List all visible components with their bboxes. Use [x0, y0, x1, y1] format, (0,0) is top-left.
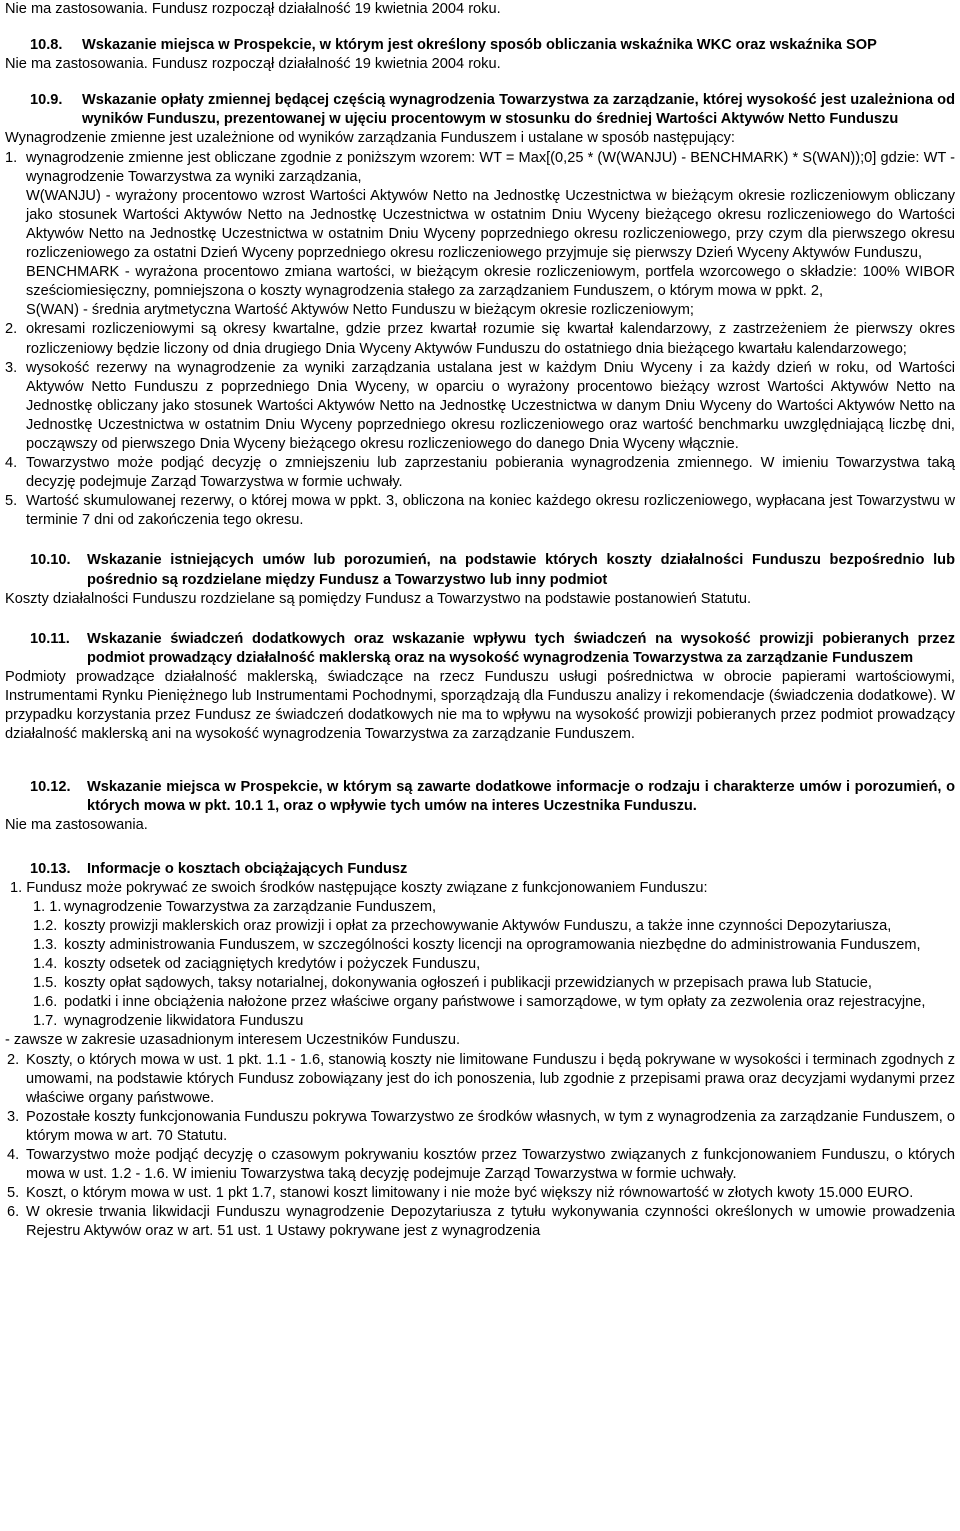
item-number: 3.	[7, 1108, 20, 1125]
section-title: Wskazanie miejsca w Prospekcie, w którym są zawarte dodatkowe informacje o rodzaju i charakterze umów i porozumień, o których mowa w pkt. 10.1 1, oraz o wpływie tych umów na interes Uczestnika Funduszu.	[87, 779, 955, 815]
item-number: 1.4.	[33, 956, 58, 973]
item-text: W okresie trwania likwidacji Funduszu wynagrodzenie Depozytariusza z tytułu wykonywania czynności określonych w umowie prowadzenia Rejestru Aktywów oraz w art. 51 ust. 1 Ustawy pokrywane jest z wynagrodzenia	[26, 1204, 955, 1240]
item-number: 1. 1.	[33, 898, 62, 915]
item-number: 1.3.	[33, 936, 58, 953]
item-text: Towarzystwo może podjąć decyzję o czasowym pokrywaniu kosztów przez Towarzystwo związanych z funkcjonowaniem Funduszu, o których mowa w ust. 1.2 - 1.6. W imieniu Towarzystwa taką decyzję podejmuje Zarząd Towarzystwa w formie uchwały.	[26, 1146, 955, 1183]
section-10-13-heading	[5, 860, 955, 879]
item-text: koszty prowizji maklerskich oraz prowizji i opłat za przechowywanie Aktywów Funduszu, a także inne czynności Depozytariusza,	[64, 917, 892, 934]
item-text: koszty administrowania Funduszem, w szczególności koszty licencji na oprogramowania niezbędne do administrowania Funduszem,	[64, 936, 921, 953]
item-text: W(WANJU) - wyrażony procentowo wzrost Wartości Aktywów Netto na Jednostkę Uczestnictwa w bieżącym okresie rozliczeniowym obliczany jako stosunek Wartości Aktywów Netto na Jednostkę Uczestnictwa w ostatnim Dniu Wyceny bieżącego okresu rozliczeniowego do Wartości Aktywów Netto na Jednostkę Uczestnictwa w ostatnim Dniu Wyceny poprzedniego okresu rozliczeniowego, przy czym dla pierwszego okresu rozliczeniowego za ostatni Dzień Wyceny poprzedniego okresu rozliczeniowego przyjmuje się pierwszy Dzień Wyceny Aktywów Funduszu,	[26, 187, 955, 262]
sub-list-item	[33, 1012, 955, 1031]
section-10-8-body: Nie ma zastosowania. Fundusz rozpoczął działalność 19 kwietnia 2004 roku.	[5, 56, 501, 73]
section-number: 10.10.	[30, 552, 71, 569]
item-text: BENCHMARK - wyrażona procentowo zmiana wartości, w bieżącym okresie rozliczeniowym, portfela wzorcowego o składzie: 100% WIBOR sześciomiesięczny, pomniejszona o koszty wynagrodzenia stałego za zarządzaniem Funduszem, o którym mowa w ppkt. 2,	[26, 264, 955, 300]
item-text: wynagrodzenie likwidatora Funduszu	[64, 1013, 304, 1030]
item-text: S(WAN) - średnia arytmetyczna Wartość Aktywów Netto Funduszu w bieżącym okresie rozliczeniowym;	[26, 302, 694, 319]
section-10-8-heading	[5, 36, 955, 55]
section-title: Informacje o kosztach obciążających Fundusz	[87, 860, 408, 877]
dash-note: - zawsze w zakresie uzasadnionym interesem Uczestników Funduszu.	[5, 1032, 461, 1049]
section-10-10-heading	[5, 551, 955, 589]
item-text: wynagrodzenie Towarzystwa za zarządzanie Funduszem,	[64, 898, 437, 915]
sub-list-item	[33, 936, 955, 955]
item-text: Pozostałe koszty funkcjonowania Funduszu pokrywa Towarzystwo ze środków własnych, w tym z wynagrodzenia za zarządzanie Funduszem, o którym mowa w art. 70 Statutu.	[26, 1108, 955, 1144]
section-title: Wskazanie istniejących umów lub porozumień, na podstawie których koszty działalności Funduszu bezpośrednio lub pośrednio są rozdzielane między Fundusz a Towarzystwo lub inny podmiot	[87, 552, 955, 588]
section-number: 10.8.	[30, 37, 63, 54]
list-item	[5, 1184, 955, 1203]
item-text: Wartość skumulowanej rezerwy, o której mowa w ppkt. 3, obliczona na koniec każdego okresu rozliczeniowego, wypłacana jest Towarzystwu w terminie 7 dni od zakończenia tego okresu.	[26, 493, 955, 529]
sub-list-item	[33, 993, 955, 1012]
item-number: 5.	[5, 493, 18, 510]
costs-intro: 1. Fundusz może pokrywać ze swoich środków następujące koszty związane z funkcjonowaniem Funduszu:	[10, 879, 708, 896]
sub-list-item	[33, 974, 955, 993]
top-line: Nie ma zastosowania. Fundusz rozpoczął działalność 19 kwietnia 2004 roku.	[5, 1, 501, 17]
item-number: 1.	[5, 149, 18, 166]
section-10-11-body: Podmioty prowadzące działalność maklerską, świadczące na rzecz Funduszu usługi pośrednictwa w obrocie papierami wartościowymi, Instrumentami Rynku Pieniężnego lub Instrumentami Pochodnymi, sporządzają dla Funduszu analizy i rekomendacje (świadczenia dodatkowe). W przypadku korzystania przez Fundusz ze świadczeń dodatkowych nie ma to wpływu na wysokość prowizji pobieranych przez podmiot prowadzący działalność maklerską ani na wysokość wynagrodzenia Towarzystwa za zarządzanie Funduszem.	[5, 668, 955, 743]
item-number: 2.	[5, 321, 18, 338]
item-text: Koszt, o którym mowa w ust. 1 pkt 1.7, stanowi koszt limitowany i nie może być większy niż równowartość w złotych kwoty 15.000 EURO.	[26, 1185, 914, 1202]
sub-list-item	[33, 955, 955, 974]
item-number: 1.2.	[33, 917, 58, 934]
item-text: Koszty, o których mowa w ust. 1 pkt. 1.1 - 1.6, stanowią koszty nie limitowane Funduszu i będą pokrywane w wysokości i terminach zgodnych z umowami, na podstawie których Fundusz zobowiązany jest do ich ponoszenia, lub zgodnie z przepisami prawa oraz decyzjami wydanymi przez właściwe organy państwowe.	[26, 1051, 955, 1106]
list-item	[5, 359, 955, 454]
list-item	[5, 1108, 955, 1146]
item-number: 6.	[7, 1204, 20, 1221]
section-number: 10.13.	[30, 860, 71, 877]
item-text: podatki i inne obciążenia nałożone przez właściwe organy państwowe i samorządowe, w tym opłaty za zezwolenia oraz rejestracyjne,	[64, 994, 926, 1011]
item-number: 4.	[7, 1146, 20, 1163]
section-10-9-heading	[5, 91, 955, 129]
section-title: Wskazanie świadczeń dodatkowych oraz wskazanie wpływu tych świadczeń na wysokość prowizji pobieranych przez podmiot prowadzący działalność maklerską oraz na wysokość wynagrodzenia Towarzystwa za zarządzanie Funduszem	[87, 630, 955, 666]
list-item	[5, 1051, 955, 1108]
item-text: okresami rozliczeniowymi są okresy kwartalne, gdzie przez kwartał rozumie się kwartał kalendarzowy, z zastrzeżeniem że pierwszy okres rozliczeniowy będzie liczony od dnia drugiego Dnia Wyceny Aktywów Funduszu do ostatniego dnia bieżącego kwartału kalendarzowego;	[26, 321, 955, 357]
list-item	[5, 1203, 955, 1241]
section-10-12-heading	[5, 778, 955, 816]
item-number: 4.	[5, 455, 18, 472]
list-item	[5, 454, 955, 492]
item-number: 1.5.	[33, 975, 58, 992]
item-text: Towarzystwo może podjąć decyzję o zmniejszeniu lub zaprzestaniu pobierania wynagrodzenia zmiennego. W imieniu Towarzystwa taką decyzję podejmuje Zarząd Towarzystwa w formie uchwały.	[26, 455, 955, 491]
item-number: 1.6.	[33, 994, 58, 1011]
section-10-10-body: Koszty działalności Funduszu rozdzielane są pomiędzy Fundusz a Towarzystwo na podstawie postanowień Statutu.	[5, 590, 752, 607]
list-item	[5, 492, 955, 530]
item-text: koszty odsetek od zaciągniętych kredytów i pożyczek Funduszu,	[64, 956, 481, 973]
section-number: 10.9.	[30, 92, 63, 109]
item-text: koszty opłat sądowych, taksy notarialnej, dokonywania ogłoszeń i publikacji przewidzianych w przepisach prawa lub Statucie,	[64, 975, 872, 992]
item-number: 5.	[7, 1185, 20, 1202]
item-text: wynagrodzenie zmienne jest obliczane zgodnie z poniższym wzorem: WT = Max[(0,25 * (W(WANJU) - BENCHMARK) * S(WAN));0] gdzie: WT - wynagrodzenie Towarzystwa za wyniki zarządzania,	[26, 149, 955, 185]
list-item	[5, 1146, 955, 1184]
list-item	[5, 320, 955, 358]
section-number: 10.12.	[30, 779, 71, 796]
section-title: Wskazanie opłaty zmiennej będącej częścią wynagrodzenia Towarzystwa za zarządzanie, której wysokość jest uzależniona od wyników Funduszu, prezentowanej w ujęciu procentowym w stosunku do średniej Wartości Aktywów Netto Funduszu	[82, 92, 955, 128]
item-text: wysokość rezerwy na wynagrodzenie za wyniki zarządzania ustalana jest w każdym Dniu Wyceny i za każdy dzień w roku, od Wartości Aktywów Netto Funduszu z poprzedniego Dnia Wyceny, w oparciu o wyrażony procentowo bieżący wzrost Wartości Aktywów Netto na Jednostkę obliczany jako stosunek Wartości Aktywów Netto na Jednostkę Uczestnictwa w danym Dniu Wyceny do Wartości Aktywów Netto na Jednostkę Uczestnictwa w ostatnim Dniu Wyceny poprzedniego okresu rozliczeniowego oraz wartość benchmarku uwzględniającą liczbę dni, począwszy od pierwszego Dnia Wyceny bieżącego okresu rozliczeniowego do danego Dnia Wyceny włącznie.	[26, 359, 955, 452]
section-10-11-heading	[5, 630, 955, 668]
item-number: 3.	[5, 359, 18, 376]
item-number: 1.7.	[33, 1013, 58, 1030]
section-10-9-intro: Wynagrodzenie zmienne jest uzależnione od wyników zarządzania Funduszem i ustalane w sposób następujący:	[5, 130, 735, 147]
sub-list-item	[33, 898, 955, 917]
section-number: 10.11.	[30, 630, 70, 647]
sub-list-item	[33, 917, 955, 936]
section-10-12-body: Nie ma zastosowania.	[5, 817, 148, 834]
section-title: Wskazanie miejsca w Prospekcie, w którym jest określony sposób obliczania wskaźnika WKC oraz wskaźnika SOP	[82, 37, 877, 54]
list-item	[5, 149, 955, 321]
item-number: 2.	[7, 1051, 20, 1068]
